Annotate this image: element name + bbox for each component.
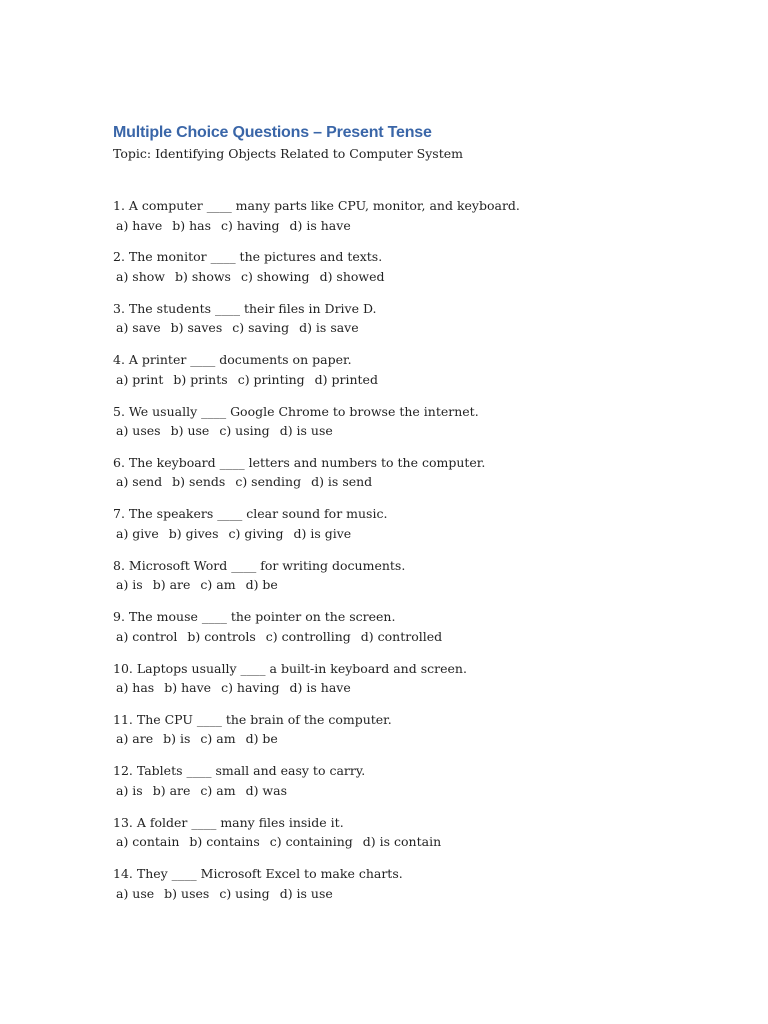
answer-options	[113, 267, 713, 287]
answer-option: d) controlled	[360, 628, 443, 644]
answer-option: c) sending	[235, 474, 302, 490]
question-item	[113, 556, 713, 607]
answer-option: b) contains	[189, 834, 260, 850]
answer-option: a) send	[116, 474, 163, 490]
question-item	[113, 761, 713, 812]
answer-options	[113, 421, 713, 441]
answer-options	[113, 781, 713, 801]
question-item	[113, 710, 713, 761]
answer-option: c) having	[221, 217, 280, 233]
question-item	[113, 402, 713, 453]
question-text: 12. Tablets ____ small and easy to carry.	[113, 763, 366, 779]
answer-option: a) is	[116, 782, 143, 798]
answer-options	[113, 832, 713, 852]
answer-option: d) is have	[289, 680, 351, 696]
answer-option: c) giving	[228, 525, 284, 541]
question-text: 4. A printer ____ documents on paper.	[113, 352, 352, 368]
question-text: 6. The keyboard ____ letters and numbers to the computer.	[113, 454, 486, 470]
answer-option: c) showing	[240, 268, 310, 284]
answer-option: a) control	[116, 628, 178, 644]
question-text: 7. The speakers ____ clear sound for music.	[113, 506, 388, 522]
answer-option: c) am	[200, 577, 236, 593]
answer-option: d) is use	[279, 885, 333, 901]
question-item	[113, 196, 713, 247]
question-item	[113, 299, 713, 350]
answer-option: b) controls	[187, 628, 256, 644]
answer-option: d) is send	[311, 474, 373, 490]
document-topic: Topic: Identifying Objects Related to Computer System	[113, 146, 463, 161]
answer-options	[113, 575, 713, 595]
answer-option: d) is give	[293, 525, 352, 541]
answer-options	[113, 472, 713, 492]
answer-option: b) are	[152, 782, 191, 798]
answer-option: c) am	[200, 731, 236, 747]
answer-option: a) show	[116, 268, 165, 284]
answer-option: b) is	[163, 731, 191, 747]
answer-option: d) be	[245, 577, 278, 593]
document-title: Multiple Choice Questions – Present Tense	[113, 124, 432, 141]
question-item	[113, 247, 713, 298]
question-item	[113, 813, 713, 864]
answer-option: a) print	[116, 371, 164, 387]
answer-option: d) was	[245, 782, 287, 798]
answer-option: d) is save	[299, 320, 359, 336]
question-text: 14. They ____ Microsoft Excel to make charts.	[113, 866, 403, 882]
answer-option: c) containing	[269, 834, 353, 850]
answer-option: b) gives	[168, 525, 219, 541]
answer-option: b) use	[170, 423, 210, 439]
question-item	[113, 864, 713, 915]
answer-options	[113, 729, 713, 749]
question-text: 2. The monitor ____ the pictures and texts.	[113, 249, 383, 265]
answer-option: b) uses	[164, 885, 210, 901]
question-item	[113, 607, 713, 658]
question-text: 10. Laptops usually ____ a built-in keyboard and screen.	[113, 660, 467, 676]
answer-option: a) save	[116, 320, 161, 336]
answer-options	[113, 318, 713, 338]
answer-option: a) is	[116, 577, 143, 593]
answer-option: c) saving	[232, 320, 290, 336]
question-text: 3. The students ____ their files in Drive D.	[113, 300, 377, 316]
question-text: 9. The mouse ____ the pointer on the screen.	[113, 609, 396, 625]
question-text: 1. A computer ____ many parts like CPU, monitor, and keyboard.	[113, 198, 520, 213]
answer-option: d) is have	[289, 217, 351, 233]
answer-option: b) sends	[172, 474, 226, 490]
answer-option: c) printing	[237, 371, 305, 387]
answer-options	[113, 884, 713, 904]
answer-option: c) using	[219, 885, 270, 901]
question-text: 5. We usually ____ Google Chrome to browse the internet.	[113, 403, 479, 419]
answer-option: b) shows	[175, 268, 231, 284]
answer-option: d) printed	[314, 371, 378, 387]
answer-option: a) give	[116, 525, 159, 541]
answer-option: c) controlling	[265, 628, 351, 644]
answer-options	[113, 524, 713, 544]
answer-option: a) are	[116, 731, 154, 747]
question-item	[113, 350, 713, 401]
answer-option: a) uses	[116, 423, 161, 439]
answer-option: b) has	[172, 217, 212, 233]
answer-option: c) using	[219, 423, 270, 439]
question-item	[113, 659, 713, 710]
answer-option: a) has	[116, 680, 155, 696]
answer-option: a) use	[116, 885, 155, 901]
question-list	[113, 196, 713, 915]
answer-option: b) prints	[173, 371, 228, 387]
answer-option: d) is use	[279, 423, 333, 439]
question-text: 13. A folder ____ many files inside it.	[113, 814, 344, 830]
answer-option: b) are	[152, 577, 191, 593]
answer-options	[113, 216, 713, 236]
answer-option: d) be	[245, 731, 278, 747]
question-text: 11. The CPU ____ the brain of the computer.	[113, 711, 392, 727]
answer-option: d) showed	[319, 268, 385, 284]
answer-option: c) having	[221, 680, 280, 696]
answer-option: d) is contain	[362, 834, 442, 850]
answer-options	[113, 678, 713, 698]
question-text: 8. Microsoft Word ____ for writing documents.	[113, 557, 406, 573]
question-item	[113, 453, 713, 504]
answer-option: c) am	[200, 782, 236, 798]
answer-option: a) contain	[116, 834, 180, 850]
answer-option: b) have	[164, 680, 212, 696]
answer-option: a) have	[116, 217, 163, 233]
answer-option: b) saves	[170, 320, 223, 336]
answer-options	[113, 627, 713, 647]
answer-options	[113, 370, 713, 390]
question-item	[113, 504, 713, 555]
